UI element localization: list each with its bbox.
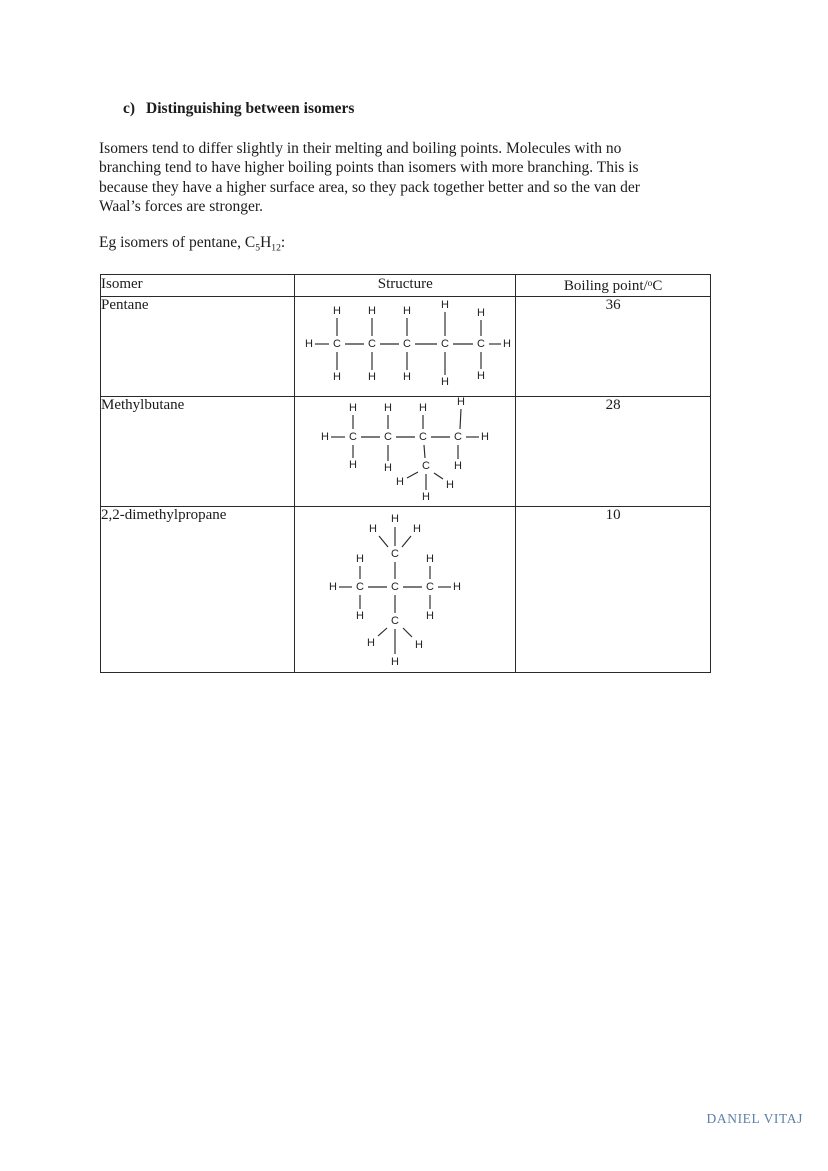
svg-text:H: H (305, 338, 314, 351)
svg-text:H: H (403, 371, 412, 384)
svg-text:H: H (415, 639, 424, 652)
isomer-name-methylbutane: Methylbutane (101, 397, 295, 507)
svg-text:H: H (477, 370, 486, 383)
table-row (101, 397, 711, 507)
svg-text:H: H (349, 459, 358, 472)
structure-cell-dimethylpropane (295, 507, 516, 673)
svg-text:H: H (441, 299, 450, 312)
paragraph-line: branching tend to have higher boiling points than isomers with more branching. This is (99, 159, 639, 177)
svg-text:C: C (384, 431, 393, 444)
svg-text:H: H (441, 376, 450, 389)
svg-text:H: H (446, 479, 455, 492)
svg-text:H: H (413, 523, 422, 536)
section-heading (123, 100, 354, 118)
svg-text:C: C (426, 581, 435, 594)
author-credit: DANIEL VITAJ (706, 1111, 803, 1126)
heading-marker: c) (123, 100, 136, 117)
header-boiling-point: Boiling point/$^o$C (516, 275, 711, 297)
svg-text:C: C (477, 338, 486, 351)
svg-text:C: C (349, 431, 358, 444)
svg-text:C: C (419, 431, 428, 444)
table-row (101, 507, 711, 673)
isomer-name-dimethylpropane: 2,2-dimethylpropane (101, 507, 295, 673)
structure-cell-methylbutane (295, 397, 516, 507)
svg-text:H: H (356, 553, 365, 566)
svg-text:H: H (391, 656, 400, 668)
formula-subscript: 5 (255, 242, 261, 254)
isomer-table (100, 274, 711, 673)
isomer-name-pentane: Pentane (101, 297, 295, 397)
paragraph-line: Waal’s forces are stronger. (99, 198, 264, 216)
boiling-point-pentane: 36 (516, 297, 711, 397)
svg-text:H: H (349, 402, 358, 415)
svg-text:H: H (384, 402, 393, 415)
svg-text:H: H (419, 402, 428, 415)
svg-text:C: C (356, 581, 365, 594)
svg-text:H: H (422, 491, 431, 502)
boiling-point-dimethylpropane: 10 (516, 507, 711, 673)
svg-text:H: H (426, 610, 435, 623)
example-pre: Eg isomers of pentane, C (99, 234, 256, 251)
svg-text:H: H (396, 476, 405, 489)
svg-text:H: H (333, 371, 342, 384)
structure-diagram-pentane (295, 297, 515, 391)
svg-text:H: H (426, 553, 435, 566)
header-isomer: Isomer (101, 275, 295, 297)
svg-text:C: C (441, 338, 450, 351)
svg-text:C: C (391, 615, 400, 628)
svg-text:H: H (329, 581, 338, 594)
table-header-row (101, 275, 711, 297)
svg-text:C: C (391, 581, 400, 594)
table-row (101, 297, 711, 397)
header-structure: Structure (295, 275, 516, 297)
svg-text:H: H (481, 431, 490, 444)
svg-text:H: H (453, 581, 462, 594)
svg-text:H: H (368, 305, 377, 318)
formula-subscript: 12 (271, 242, 281, 254)
svg-text:H: H (454, 460, 463, 473)
heading-text: Distinguishing between isomers (146, 100, 355, 117)
intro-paragraph (99, 139, 699, 217)
example-post: : (280, 234, 286, 251)
example-line (99, 234, 285, 253)
svg-text:H: H (356, 610, 365, 623)
paragraph-line: Isomers tend to differ slightly in their melting and boiling points. Molecules with no (99, 140, 622, 157)
svg-text:H: H (369, 523, 378, 536)
svg-text:H: H (403, 305, 412, 318)
svg-text:C: C (422, 460, 431, 473)
svg-text:H: H (477, 307, 486, 320)
svg-text:C: C (454, 431, 463, 444)
paragraph-line: because they have a higher surface area, so they pack together better and so the van der (99, 178, 640, 196)
example-mid: H (260, 234, 272, 251)
structure-diagram-dimethylpropane (295, 507, 515, 667)
svg-text:H: H (503, 338, 512, 351)
svg-text:H: H (333, 305, 342, 318)
svg-text:C: C (403, 338, 412, 351)
svg-text:H: H (368, 371, 377, 384)
structure-diagram-methylbutane (295, 397, 515, 501)
structure-cell-pentane (295, 297, 516, 397)
boiling-point-methylbutane: 28 (516, 397, 711, 507)
svg-text:H: H (321, 431, 330, 444)
svg-text:C: C (368, 338, 377, 351)
svg-text:C: C (391, 548, 400, 561)
svg-text:H: H (367, 637, 376, 650)
svg-text:H: H (457, 397, 466, 409)
svg-text:H: H (391, 513, 400, 526)
svg-text:H: H (384, 462, 393, 475)
svg-text:C: C (333, 338, 342, 351)
